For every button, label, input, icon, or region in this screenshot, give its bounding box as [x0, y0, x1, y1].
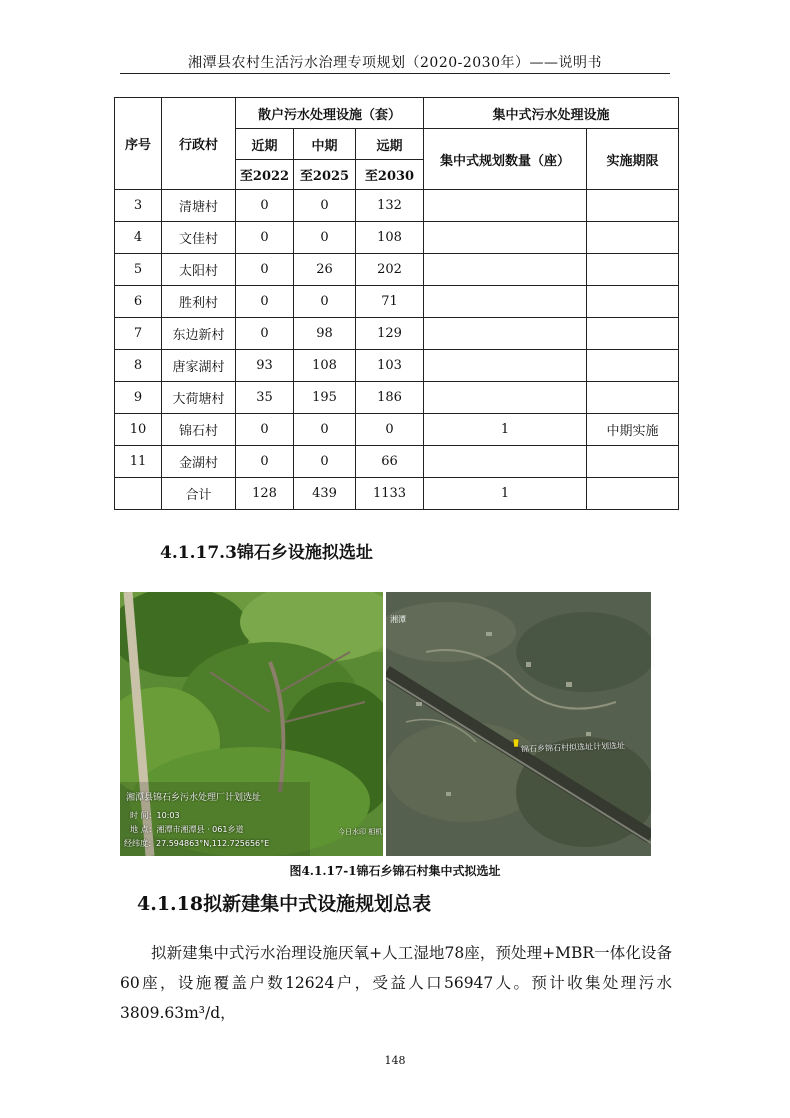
- cell-village: 清塘村: [162, 190, 236, 222]
- cell-village: 唐家湖村: [162, 350, 236, 382]
- table-row: [115, 222, 679, 254]
- cell-count: [424, 350, 587, 382]
- page-header: 湘潭县农村生活污水治理专项规划（2020-2030年）——说明书: [188, 55, 602, 71]
- cell-seq: 8: [115, 350, 162, 382]
- satellite-illustration: [386, 592, 651, 856]
- cell-period: [587, 286, 679, 318]
- table-total-row: [115, 478, 679, 510]
- cell-village: 合计: [162, 478, 236, 510]
- cell-count: [424, 446, 587, 478]
- cell-village: 胜利村: [162, 286, 236, 318]
- mid-term-year: 至2025: [294, 160, 356, 190]
- cell-period: [587, 254, 679, 286]
- table-row: [115, 350, 679, 382]
- cell-period: [587, 382, 679, 414]
- cell-near: 0: [236, 190, 294, 222]
- cell-far: 132: [356, 190, 424, 222]
- table-row: [115, 190, 679, 222]
- cell-seq: 11: [115, 446, 162, 478]
- cell-near: 0: [236, 446, 294, 478]
- location-pin-icon: [513, 739, 519, 747]
- cell-seq: 7: [115, 318, 162, 350]
- mid-term-header: 中期: [294, 129, 356, 160]
- cell-far: 108: [356, 222, 424, 254]
- near-term-header: 近期: [236, 129, 294, 160]
- table-row: [115, 382, 679, 414]
- satellite-map: [386, 592, 651, 856]
- cell-seq: 9: [115, 382, 162, 414]
- cell-period: [587, 446, 679, 478]
- photo-stamp-place: 地 点：湘潭市湘潭县 · 061乡道: [130, 825, 244, 834]
- cell-count: 1: [424, 414, 587, 446]
- cell-far: 129: [356, 318, 424, 350]
- site-photo: [120, 592, 383, 856]
- cell-far: 66: [356, 446, 424, 478]
- cell-count: [424, 286, 587, 318]
- cell-mid: 98: [294, 318, 356, 350]
- table-row: [115, 286, 679, 318]
- cell-count: 1: [424, 478, 587, 510]
- photo-stamp-time: 时 间：10:03: [130, 811, 180, 820]
- photo-stamp-coords: 经纬度：27.594863°N,112.725656°E: [124, 839, 270, 848]
- map-corner-label: 湘潭: [390, 615, 406, 624]
- group-dispersed-header: 散户污水处理设施（套）: [236, 98, 424, 129]
- table-row: [115, 318, 679, 350]
- header-rule: [120, 73, 670, 74]
- cell-seq: [115, 478, 162, 510]
- col-count-header: 集中式规划数量（座）: [424, 129, 587, 190]
- cell-period: [587, 318, 679, 350]
- cell-period: [587, 478, 679, 510]
- cell-near: 0: [236, 254, 294, 286]
- cell-village: 太阳村: [162, 254, 236, 286]
- cell-period: 中期实施: [587, 414, 679, 446]
- cell-village: 文佳村: [162, 222, 236, 254]
- cell-seq: 10: [115, 414, 162, 446]
- table-row: [115, 446, 679, 478]
- cell-near: 93: [236, 350, 294, 382]
- cell-period: [587, 190, 679, 222]
- near-term-year: 至2022: [236, 160, 294, 190]
- cell-near: 35: [236, 382, 294, 414]
- long-term-year: 至2030: [356, 160, 424, 190]
- cell-far: 1133: [356, 478, 424, 510]
- cell-near: 128: [236, 478, 294, 510]
- cell-count: [424, 190, 587, 222]
- cell-near: 0: [236, 222, 294, 254]
- cell-village: 金湖村: [162, 446, 236, 478]
- long-term-header: 远期: [356, 129, 424, 160]
- cell-village: 锦石村: [162, 414, 236, 446]
- cell-far: 186: [356, 382, 424, 414]
- cell-mid: 0: [294, 190, 356, 222]
- cell-period: [587, 350, 679, 382]
- cell-count: [424, 254, 587, 286]
- cell-mid: 0: [294, 222, 356, 254]
- table-row: [115, 414, 679, 446]
- cell-village: 大荷塘村: [162, 382, 236, 414]
- cell-near: 0: [236, 318, 294, 350]
- cell-mid: 26: [294, 254, 356, 286]
- cell-far: 202: [356, 254, 424, 286]
- col-village-header: 行政村: [162, 98, 236, 190]
- cell-seq: 5: [115, 254, 162, 286]
- cell-mid: 195: [294, 382, 356, 414]
- cell-mid: 0: [294, 286, 356, 318]
- cell-count: [424, 222, 587, 254]
- figure-caption: 图4.1.17-1锦石乡锦石村集中式拟选址: [289, 864, 501, 878]
- cell-period: [587, 222, 679, 254]
- cell-mid: 0: [294, 414, 356, 446]
- cell-mid: 0: [294, 446, 356, 478]
- map-site-label: 锦石乡锦石村拟选址计划选址: [520, 741, 626, 754]
- cell-count: [424, 318, 587, 350]
- body-paragraph: 拟新建集中式污水治理设施厌氧+人工湿地78座，预处理+MBR一体化设备60座，设施覆盖户数12624户，受益人口56947人。预计收集处理污水3809.63m³/d，: [120, 944, 672, 1022]
- section-heading-site: 4.1.17.3锦石乡设施拟选址: [160, 543, 373, 563]
- cell-far: 0: [356, 414, 424, 446]
- photo-stamp-title: 湘潭县锦石乡污水处理厂计划选址: [126, 793, 262, 803]
- cell-far: 71: [356, 286, 424, 318]
- group-centralized-header: 集中式污水处理设施: [424, 98, 679, 129]
- cell-village: 东边新村: [162, 318, 236, 350]
- cell-seq: 3: [115, 190, 162, 222]
- facility-table: [114, 97, 679, 510]
- section-heading-summary: 4.1.18拟新建集中式设施规划总表: [137, 893, 432, 915]
- photo-stamp-brand: 今日水印 相机: [338, 828, 383, 836]
- cell-count: [424, 382, 587, 414]
- cell-mid: 108: [294, 350, 356, 382]
- col-period-header: 实施期限: [587, 129, 679, 190]
- cell-far: 103: [356, 350, 424, 382]
- cell-mid: 439: [294, 478, 356, 510]
- table-row: [115, 254, 679, 286]
- page-number: 148: [384, 1054, 406, 1067]
- col-seq-header: 序号: [115, 98, 162, 190]
- cell-near: 0: [236, 414, 294, 446]
- cell-near: 0: [236, 286, 294, 318]
- cell-seq: 6: [115, 286, 162, 318]
- cell-seq: 4: [115, 222, 162, 254]
